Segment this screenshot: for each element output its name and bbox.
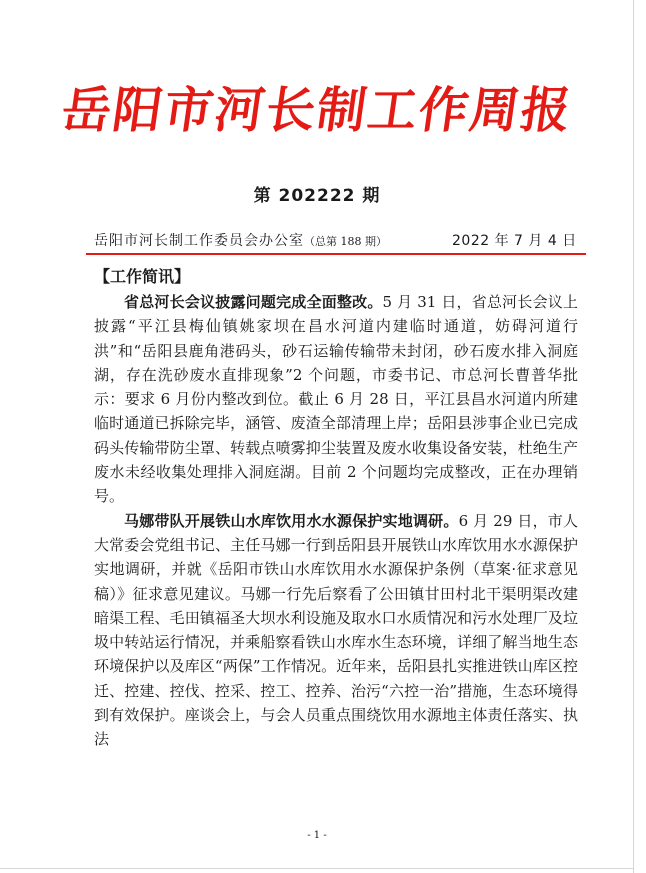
article-text: 6 月 29 日，市人大常委会党组书记、主任马娜一行到岳阳县开展铁山水库饮用水水源保护实地调研，并就《岳阳市铁山水库饮用水水源保护条例（草案·征求意见稿）》征求意见建议。马娜一行先后察看了公田镇甘田村北干渠明渠改建暗渠工程、毛田镇福圣大坝水利设施及取水口水质情况和污水处理厂及垃圾中转站运行情况，并乘船察看铁山水库水生态环境，详细了解当地生态环境保护以及库区“两保”工作情况。近年来，岳阳县扎实推进铁山库区控迁、控建、控伐、控采、控工、控养、治污“六控一治”措施，生态环境得到有效保护。座谈会上，与会人员重点围绕饮用水源地主体责任落实、执法 bbox=[94, 511, 578, 749]
header-rule bbox=[86, 253, 586, 255]
issue-number: 第 202222 期 bbox=[253, 186, 381, 206]
masthead-title: 岳阳市河长制工作周报 bbox=[58, 82, 577, 139]
publisher-office: 岳阳市河长制工作委员会办公室 bbox=[94, 233, 304, 249]
article-lead: 省总河长会议披露问题完成全面整改。 bbox=[124, 293, 383, 311]
publisher-line bbox=[94, 230, 387, 250]
article-paragraph bbox=[94, 509, 578, 752]
article-text: 5 月 31 日，省总河长会议上披露“平江县梅仙镇姚家坝在昌水河道内建临时通道，妨碍河道行洪”和“岳阳县鹿角港码头，砂石运输传输带未封闭，砂石废水排入洞庭湖，存在洗砂废水直排现象”2 个问题，市委书记、市总河长曹普华批示：要求 6 月份内整改到位。截止 6 月 28 日，平江县昌水河道内所建临时通道已拆除完毕，涵管、废渣全部清理上岸；岳阳县涉事企业已完成码头传输带防尘罩、转载点喷雾抑尘装置及废水收集设备安装，杜绝生产废水未经收集处理排入洞庭湖。目前 2 个问题均完成整改，正在办理销号。 bbox=[94, 293, 578, 506]
article-body bbox=[94, 290, 578, 752]
page-edge-bottom bbox=[0, 868, 634, 869]
article-paragraph bbox=[94, 290, 578, 509]
publish-date: 2022 年 7 月 4 日 bbox=[452, 233, 577, 249]
page-edge-right bbox=[633, 0, 634, 873]
article-lead: 马娜带队开展铁山水库饮用水水源保护实地调研。 bbox=[124, 511, 459, 530]
section-heading: 【工作简讯】 bbox=[94, 267, 191, 286]
page-number: - 1 - bbox=[307, 830, 327, 841]
total-issue: （总第 188 期） bbox=[304, 235, 387, 248]
